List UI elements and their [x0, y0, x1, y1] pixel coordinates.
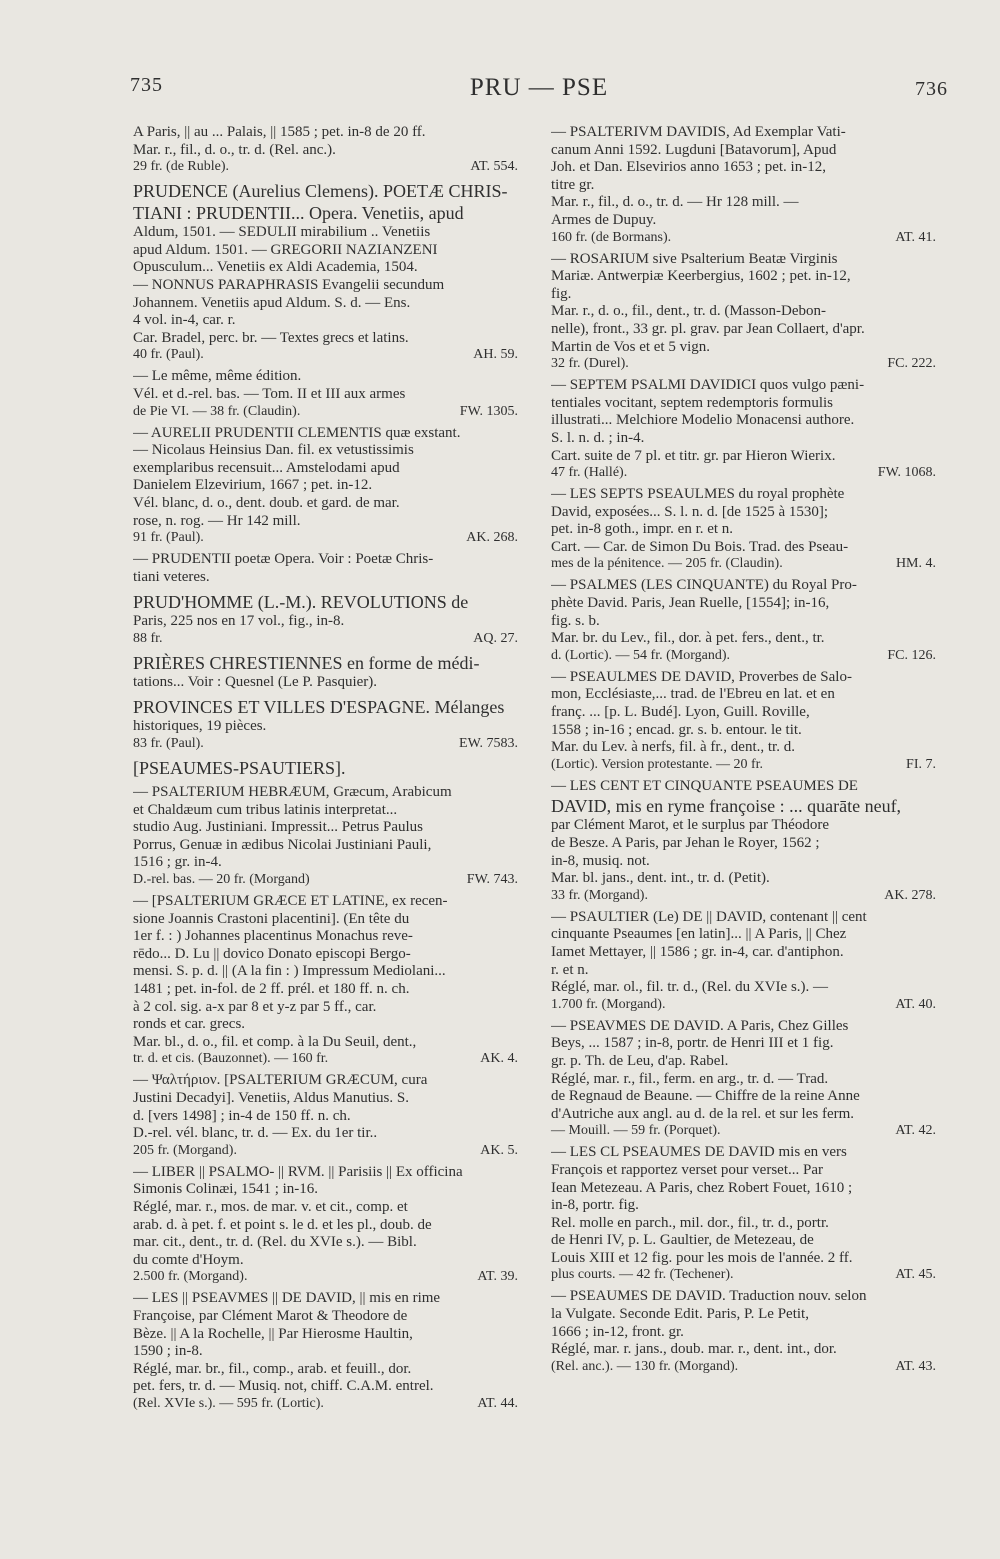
price-reference-line [133, 1396, 526, 1412]
entry-line: Réglé, mar. r., fil., ferm. en arg., tr. d. — Trad. [551, 1070, 829, 1087]
catalogue-entry [551, 909, 944, 1013]
catalogue-entry [133, 124, 526, 175]
entry-line: mar. cit., dent., tr. d. (Rel. du XVIe s.). — Bibl. [133, 1234, 417, 1251]
entry-line: — LES CL PSEAUMES DE DAVID mis en vers [551, 1144, 847, 1161]
entry-line: de Besze. A Paris, par Jehan le Royer, 1562 ; [551, 835, 820, 851]
entry-line: de Regnaud de Beaune. — Chiffre de la reine Anne [551, 1088, 860, 1105]
catalogue-entry [133, 1164, 526, 1286]
entry-line: Opusculum... Venetiis ex Aldi Academia, 1504. [133, 259, 418, 276]
catalogue-entry [551, 577, 944, 663]
catalogue-reference: AT. 43. [895, 1358, 936, 1374]
entry-line: d'Autriche aux angl. au d. de la rel. et sur les ferm. [551, 1105, 855, 1122]
entry-line: D.-rel. vél. blanc, tr. d. — Ex. du 1er tir.. [133, 1125, 378, 1142]
entry-line: Cart. suite de 7 pl. et titr. gr. par Hieron Wierix. [551, 447, 836, 464]
entry-line: Mar. r., fil., d. o., tr. d. (Rel. anc.). [133, 141, 336, 158]
catalogue-entry [133, 1072, 526, 1158]
entry-line: — PRUDENTII poetæ Opera. Voir : Poetæ Chris- [133, 551, 434, 568]
running-title: PRU — PSE [469, 74, 609, 101]
price-reference-line [133, 530, 526, 546]
entry-line: Mar. r., fil., d. o., tr. d. — Hr 128 mill. — [551, 194, 799, 211]
entry-line: Beys, ... 1587 ; in-8, portr. de Henri III et 1 fig. [551, 1035, 834, 1052]
sale-price: (Rel. XVIe s.). — 595 fr. (Lortic). [133, 1395, 324, 1411]
entry-line: Armes de Dupuy. [551, 211, 657, 228]
entry-line: par Clément Marot, et le surplus par Théodore [551, 817, 829, 834]
entry-line: A Paris, || au ... Palais, || 1585 ; pet. in-8 de 20 ff. [133, 124, 426, 140]
entry-line: apud Aldum. 1501. — GREGORII NAZIANZENI [133, 241, 438, 258]
entry-line: Mar. br. du Lev., fil., dor. à pet. fers., dent., tr. [551, 630, 825, 647]
entry-line: Johannem. Venetiis apud Aldum. S. d. — Ens. [133, 294, 411, 311]
price-reference-line [133, 1269, 526, 1285]
catalogue-reference: EW. 7583. [459, 736, 518, 752]
entry-line: — PSAULTIER (Le) DE || DAVID, contenant || cent [551, 908, 867, 925]
catalogue-reference: AK. 268. [466, 530, 518, 546]
catalogue-reference: AK. 5. [480, 1142, 518, 1158]
price-reference-line [551, 230, 944, 246]
entry-line: mon, Ecclésiaste,... trad. de l'Ebreu en lat. et en [551, 686, 835, 703]
entry-line: la Vulgate. Seconde Edit. Paris, P. Le Petit, [551, 1306, 809, 1323]
entry-line: Porrus, Genuæ in ædibus Nicolai Justiniani Pauli, [133, 836, 432, 853]
sale-price: de Pie VI. — 38 fr. (Claudin). [133, 403, 301, 419]
entry-line: — Ψαλτήριον. [PSALTERIUM GRÆCUM, cura [133, 1072, 428, 1089]
entry-line: PRUD'HOMME (L.-M.). REVOLUTIONS de [133, 592, 469, 613]
catalogue-reference: FC. 222. [887, 356, 936, 372]
entry-line: Mariæ. Antwerpiæ Keerbergius, 1602 ; pet. in-12, [551, 268, 851, 285]
entry-line: Réglé, mar. r., mos. de mar. v. et cit., comp. et [133, 1198, 408, 1215]
entry-line: — [PSALTERIUM GRÆCE ET LATINE, ex recen- [133, 893, 448, 910]
catalogue-reference: FI. 7. [906, 756, 936, 772]
sale-price: 2.500 fr. (Morgand). [133, 1269, 248, 1285]
sale-price: — Mouill. — 59 fr. (Porquet). [551, 1123, 721, 1139]
entry-line: — PSALMES (LES CINQUANTE) du Royal Pro- [551, 577, 857, 594]
price-reference-line [551, 1267, 944, 1283]
sale-price: 83 fr. (Paul). [133, 736, 204, 752]
entry-line: in-8, portr. fig. [551, 1197, 639, 1214]
entry-line: — LES CENT ET CINQUANTE PSEAUMES DE [551, 777, 858, 794]
price-reference-line [133, 736, 526, 752]
catalogue-reference: FW. 743. [466, 872, 518, 888]
catalogue-reference: AK. 4. [480, 1051, 518, 1067]
entry-line: Cart. — Car. de Simon Du Bois. Trad. des Pseau- [551, 538, 849, 555]
sale-price: plus courts. — 42 fr. (Techener). [551, 1267, 734, 1283]
catalogue-reference: FW. 1068. [877, 465, 936, 481]
price-reference-line [133, 1051, 526, 1067]
entry-line: Mar. du Lev. à nerfs, fil. à fr., dent., tr. d. [551, 739, 795, 756]
price-reference-line [551, 648, 944, 664]
entry-line: fig. s. b. [551, 612, 600, 629]
entry-line: historiques, 19 pièces. [133, 718, 267, 735]
entry-line: Simonis Colinæi, 1541 ; in-16. [133, 1181, 319, 1198]
entry-line: — SEPTEM PSALMI DAVIDICI quos vulgo pæni- [551, 377, 865, 394]
catalogue-entry [133, 551, 526, 586]
price-reference-line [133, 404, 526, 420]
entry-line: 1558 ; in-16 ; encad. gr. s. b. entour. le tit. [551, 721, 802, 738]
entry-line: 4 vol. in-4, car. r. [133, 312, 236, 329]
price-reference-line [133, 347, 526, 363]
entry-line: franç. ... [p. L. Budé]. Lyon, Guill. Roville, [551, 704, 810, 721]
entry-line: Iamet Mettayer, || 1586 ; gr. in-4, car. d'antiphon. [551, 943, 844, 960]
entry-line: rēdo... D. Lu || dovico Donato episcopi Bergo- [133, 945, 411, 962]
catalogue-entry [551, 486, 944, 572]
entry-line: Paris, 225 nos en 17 vol., fig., in-8. [133, 613, 345, 630]
entry-line: Vél. blanc, d. o., dent. doub. et gard. de mar. [133, 494, 400, 511]
entry-line: Vél. et d.-rel. bas. — Tom. II et III aux armes [133, 385, 406, 402]
catalogue-entry [133, 368, 526, 419]
entry-line: 1er f. : ) Johannes placentinus Monachus reve- [133, 928, 413, 945]
entry-line: Réglé, mar. r. jans., doub. mar. r., dent. int., dor. [551, 1341, 837, 1358]
sale-price: 29 fr. (de Ruble). [133, 159, 230, 175]
entry-line: Rel. molle en parch., mil. dor., fil., tr. d., portr. [551, 1214, 829, 1231]
entry-line: Louis XIII et 12 fig. pour les mois de l'année. 2 ff. [551, 1249, 853, 1266]
entry-line: Iean Metezeau. A Paris, chez Robert Fouet, 1610 ; [551, 1179, 853, 1196]
entry-line: — PSEAULMES DE DAVID, Proverbes de Salo- [551, 668, 852, 685]
price-reference-line [133, 1143, 526, 1159]
entry-line: Mar. r., d. o., fil., dent., tr. d. (Masson-Debon- [551, 303, 826, 320]
entry-line: Réglé, mar. ol., fil. tr. d., (Rel. du XVIe s.). — [551, 979, 829, 996]
price-reference-line [551, 465, 944, 481]
entry-line: pet. fers, tr. d. — Musiq. not, chiff. C.A.M. entrel. [133, 1378, 434, 1395]
catalogue-reference: FC. 126. [887, 647, 936, 663]
entry-line: titre gr. [551, 176, 595, 193]
entry-line: pet. in-8 goth., impr. en r. et n. [551, 521, 734, 538]
entry-line: — PSALTERIVM DAVIDIS, Ad Exemplar Vati- [551, 124, 846, 140]
entry-line: Justini Decadyi]. Venetiis, Aldus Manutius. S. [133, 1089, 409, 1106]
entry-line: 1666 ; in-12, front. gr. [551, 1323, 684, 1340]
entry-line: tentiales vocitant, septem redemptoris formulis [551, 394, 834, 411]
catalogue-entry [551, 1144, 944, 1283]
entry-line: r. et n. [551, 961, 589, 978]
entry-line: TIANI : PRUDENTII... Opera. Venetiis, apud [133, 203, 464, 224]
entry-line: Joh. et Dan. Elsevirios anno 1653 ; pet. in-12, [551, 159, 826, 176]
catalogue-entry [133, 893, 526, 1067]
sale-price: 47 fr. (Hallé). [551, 465, 628, 481]
entry-line: PRUDENCE (Aurelius Clemens). POETÆ CHRIS- [133, 181, 508, 202]
sale-price: 32 fr. (Durel). [551, 356, 629, 372]
sale-price: 91 fr. (Paul). [133, 530, 204, 546]
price-reference-line [551, 888, 944, 904]
sale-price: mes de la pénitence. — 205 fr. (Claudin). [551, 556, 783, 572]
catalogue-entry [133, 757, 526, 779]
catalogue-entry [551, 669, 944, 773]
entry-line: Martin de Vos et et 5 vign. [551, 338, 711, 355]
entry-line: François et rapportez verset pour verset... Par [551, 1161, 823, 1178]
entry-line: S. l. n. d. ; in-4. [551, 429, 645, 446]
catalogue-entry [133, 1290, 526, 1412]
catalogue-entry [133, 180, 526, 363]
sale-price: tr. d. et cis. (Bauzonnet). — 160 fr. [133, 1051, 329, 1067]
entry-line: — ROSARIUM sive Psalterium Beatæ Virginis [551, 250, 838, 267]
sale-price: 33 fr. (Morgand). [551, 887, 648, 903]
page-number-left: 735 [130, 74, 163, 96]
entry-line: — LES || PSEAVMES || DE DAVID, || mis en rime [133, 1290, 441, 1307]
catalogue-reference: AT. 40. [895, 996, 936, 1012]
left-column [133, 124, 526, 1417]
catalogue-entry [551, 1288, 944, 1374]
entry-line: studio Aug. Justiniani. Impressit... Petrus Paulus [133, 819, 424, 836]
entry-line: — NONNUS PARAPHRASIS Evangelii secundum [133, 276, 445, 293]
entry-line: du comte d'Hoym. [133, 1251, 244, 1268]
catalogue-entry [133, 784, 526, 888]
price-reference-line [551, 1123, 944, 1139]
entry-line: — LES SEPTS PSEAULMES du royal prophète [551, 486, 845, 503]
entry-line: [PSEAUMES-PSAUTIERS]. [133, 758, 346, 779]
entry-line: nelle), front., 33 gr. pl. grav. par Jean Collaert, d'apr. [551, 320, 865, 337]
entry-line: Aldum, 1501. — SEDULII mirabilium .. Venetiis [133, 224, 431, 241]
entry-line: — Le même, même édition. [133, 368, 302, 385]
entry-line: Françoise, par Clément Marot & Theodore de [133, 1307, 408, 1324]
entry-line: sione Joannis Crastoni placentini]. (En tête du [133, 910, 410, 927]
price-reference-line [133, 872, 526, 888]
catalogue-reference: FW. 1305. [459, 403, 518, 419]
entry-line: — AURELII PRUDENTII CLEMENTIS quæ exstant. [133, 424, 461, 441]
entry-line: — PSEAVMES DE DAVID. A Paris, Chez Gilles [551, 1017, 849, 1034]
sale-price: (Lortic). Version protestante. — 20 fr. [551, 756, 764, 772]
catalogue-reference: AK. 278. [884, 887, 936, 903]
entry-line: canum Anni 1592. Lugduni [Batavorum], Apud [551, 141, 837, 158]
right-column [551, 124, 944, 1380]
entry-line: tiani veteres. [133, 568, 210, 585]
entry-line: exemplaribus recensuit... Amstelodami apud [133, 459, 400, 476]
entry-line: d. [vers 1498] ; in-4 de 150 ff. n. ch. [133, 1107, 351, 1124]
entry-line: — LIBER || PSALMO- || RVM. || Parisiis || Ex officina [133, 1163, 463, 1180]
entry-line: David, exposées... S. l. n. d. [de 1525 à 1530]; [551, 503, 829, 520]
entry-line: et Chaldæum cum tribus latinis interpretat... [133, 801, 398, 818]
catalogue-entry [551, 124, 944, 246]
sale-price: d. (Lortic). — 54 fr. (Morgand). [551, 647, 730, 663]
entry-line: rose, n. rog. — Hr 142 mill. [133, 512, 301, 529]
sale-price: 40 fr. (Paul). [133, 347, 204, 363]
entry-line: Mar. bl., d. o., fil. et comp. à la Du Seuil, dent., [133, 1033, 417, 1050]
entry-line: cinquante Pseaumes [en latin]... || A Paris, || Chez [551, 926, 847, 943]
sale-price: (Rel. anc.). — 130 fr. (Morgand). [551, 1358, 739, 1374]
entry-line: gr. p. Th. de Leu, d'ap. Rabel. [551, 1052, 729, 1069]
entry-line: in-8, musiq. not. [551, 852, 650, 869]
entry-line: fig. [551, 285, 572, 302]
entry-line: arab. d. à pet. f. et point s. le d. et les pl., doub. de [133, 1216, 432, 1233]
catalogue-reference: AT. 45. [895, 1267, 936, 1283]
entry-line: tations... Voir : Quesnel (Le P. Pasquier). [133, 673, 378, 690]
catalogue-reference: AT. 39. [477, 1269, 518, 1285]
entry-line: — PSALTERIUM HEBRÆUM, Græcum, Arabicum [133, 784, 452, 801]
catalogue-entry [133, 652, 526, 692]
catalogue-reference: AT. 41. [895, 229, 936, 245]
catalogue-reference: AH. 59. [473, 347, 518, 363]
sale-price: 88 fr. [133, 630, 163, 646]
price-reference-line [551, 556, 944, 572]
entry-line: phète David. Paris, Jean Ruelle, [1554]; in-16, [551, 595, 830, 612]
page-header [130, 74, 948, 104]
entry-line: PRIÈRES CHRESTIENNES en forme de médi- [133, 652, 480, 673]
sale-price: 1.700 fr. (Morgand). [551, 996, 666, 1012]
entry-line: à 2 col. sig. a-x par 8 et y-z par 5 ff., car. [133, 998, 377, 1015]
entry-line: de Henri IV, p. L. Gaultier, de Metezeau, de [551, 1232, 814, 1249]
entry-line: DAVID, mis en ryme françoise : ... quarāte neuf, [551, 796, 902, 817]
entry-line: — Nicolaus Heinsius Dan. fil. ex vetustissimis [133, 442, 414, 459]
catalogue-reference: HM. 4. [895, 556, 936, 572]
page-number-right: 736 [915, 78, 948, 100]
entry-line: 1590 ; in-8. [133, 1343, 203, 1360]
catalogue-entry [551, 251, 944, 373]
catalogue-entry [551, 778, 944, 904]
catalogue-reference: AT. 42. [895, 1123, 936, 1139]
price-reference-line [133, 159, 526, 175]
price-reference-line [551, 997, 944, 1013]
catalogue-entry [551, 377, 944, 481]
catalogue-entry [133, 425, 526, 547]
sale-price: 205 fr. (Morgand). [133, 1142, 237, 1158]
entry-line: Danielem Elzevirium, 1667 ; pet. in-12. [133, 477, 373, 494]
entry-line: PROVINCES ET VILLES D'ESPAGNE. Mélanges [133, 697, 505, 718]
catalogue-entry [133, 591, 526, 647]
entry-line: 1516 ; gr. in-4. [133, 854, 222, 871]
entry-line: Bèze. || A la Rochelle, || Par Hierosme Haultin, [133, 1325, 413, 1342]
catalogue-reference: AQ. 27. [473, 630, 518, 646]
price-reference-line [551, 1359, 944, 1375]
catalogue-reference: AT. 554. [470, 159, 518, 175]
entry-line: 1481 ; pet. in-fol. de 2 ff. prél. et 180 ff. n. ch. [133, 981, 410, 997]
catalogue-reference: AT. 44. [477, 1395, 518, 1411]
catalogue-entry [551, 1018, 944, 1140]
entry-line: mensi. S. p. d. || (A la fin : ) Impressum Mediolani... [133, 963, 446, 980]
sale-price: 160 fr. (de Bormans). [551, 229, 672, 245]
entry-line: — PSEAUMES DE DAVID. Traduction nouv. selon [551, 1288, 867, 1305]
price-reference-line [133, 631, 526, 647]
catalogue-entry [133, 696, 526, 752]
entry-line: illustrati... Melchiore Modelio Monacensi authore. [551, 412, 855, 429]
price-reference-line [551, 757, 944, 773]
entry-line: Car. Bradel, perc. br. — Textes grecs et latins. [133, 329, 409, 346]
entry-line: ronds et car. grecs. [133, 1016, 246, 1033]
entry-line: Réglé, mar. br., fil., comp., arab. et feuill., dor. [133, 1360, 412, 1377]
price-reference-line [551, 356, 944, 372]
entry-line: Mar. bl. jans., dent. int., tr. d. (Petit). [551, 870, 770, 887]
sale-price: D.-rel. bas. — 20 fr. (Morgand) [133, 872, 310, 888]
